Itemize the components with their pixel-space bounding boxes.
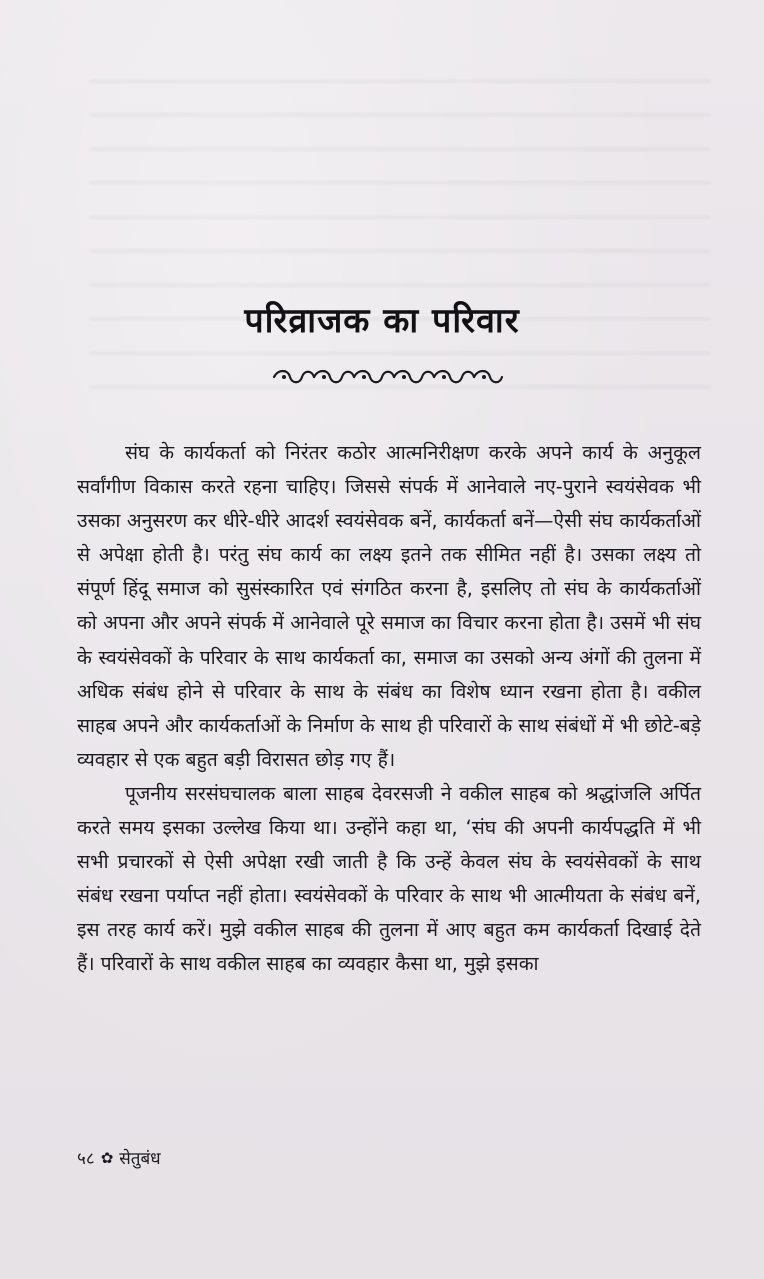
flourish-divider-icon: [268, 366, 508, 388]
body-text: [77, 436, 701, 982]
show-through-text: [90, 80, 710, 400]
paragraph-1: संघ के कार्यकर्ता को निरंतर कठोर आत्मनिरीक्षण करके अपने कार्य के अनुकूल सर्वांगीण विकास करते रहना चाहिए। जिससे संपर्क में आनेवाले नए-पुराने स्वयंसेवक भी उसका अनुसरण कर धीरे-धीरे आदर्श स्वयंसेवक बनें, कार्यकर्ता बनें—ऐसी संघ कार्यकर्ताओं से अपेक्षा होती है। परंतु संघ कार्य का लक्ष्य इतने तक सीमित नहीं है। उसका लक्ष्य तो संपूर्ण हिंदू समाज को सुसंस्कारित एवं संगठित करना है, इसलिए तो संघ के कार्यकर्ताओं को अपना और अपने संपर्क में आनेवाले पूरे समाज का विचार करना होता है। उसमें भी संघ के स्वयंसेवकों के परिवार के साथ कार्यकर्ता का, समाज का उसको अन्य अंगों की तुलना में अधिक संबंध होने से परिवार के साथ के संबंध का विशेष ध्यान रखना होता है। वकील साहब अपने और कार्यकर्ताओं के निर्माण के साथ ही परिवारों के साथ संबंधों में भी छोटे-बड़े व्यवहार से एक बहुत बड़ी विरासत छोड़ गए हैं।: [77, 441, 701, 771]
page-number: ५८: [77, 1149, 95, 1169]
book-title: सेतुबंध: [119, 1149, 161, 1169]
chapter-title: परिव्राजक का परिवार: [244, 301, 520, 341]
paragraph-2: पूजनीय सरसंघचालक बाला साहब देवरसजी ने वकील साहब को श्रद्धांजलि अर्पित करते समय इसका उल्लेख किया था। उन्होंने कहा था, ‘संघ की अपनी कार्यपद्धति में भी सभी प्रचारकों से ऐसी अपेक्षा रखी जाती है कि उन्हें केवल संघ के स्वयंसेवकों के साथ संबंध रखना पर्याप्त नहीं होता। स्वयंसेवकों के परिवार के साथ भी आत्मीयता के संबंध बनें, इस तरह कार्य करें। मुझे वकील साहब की तुलना में आए बहुत कम कार्यकर्ता दिखाई देते हैं। परिवारों के साथ वकील साहब का व्यवहार कैसा था, मुझे इसका: [77, 781, 701, 976]
page-footer: [77, 1146, 161, 1169]
flower-icon: ✿: [100, 1148, 114, 1167]
